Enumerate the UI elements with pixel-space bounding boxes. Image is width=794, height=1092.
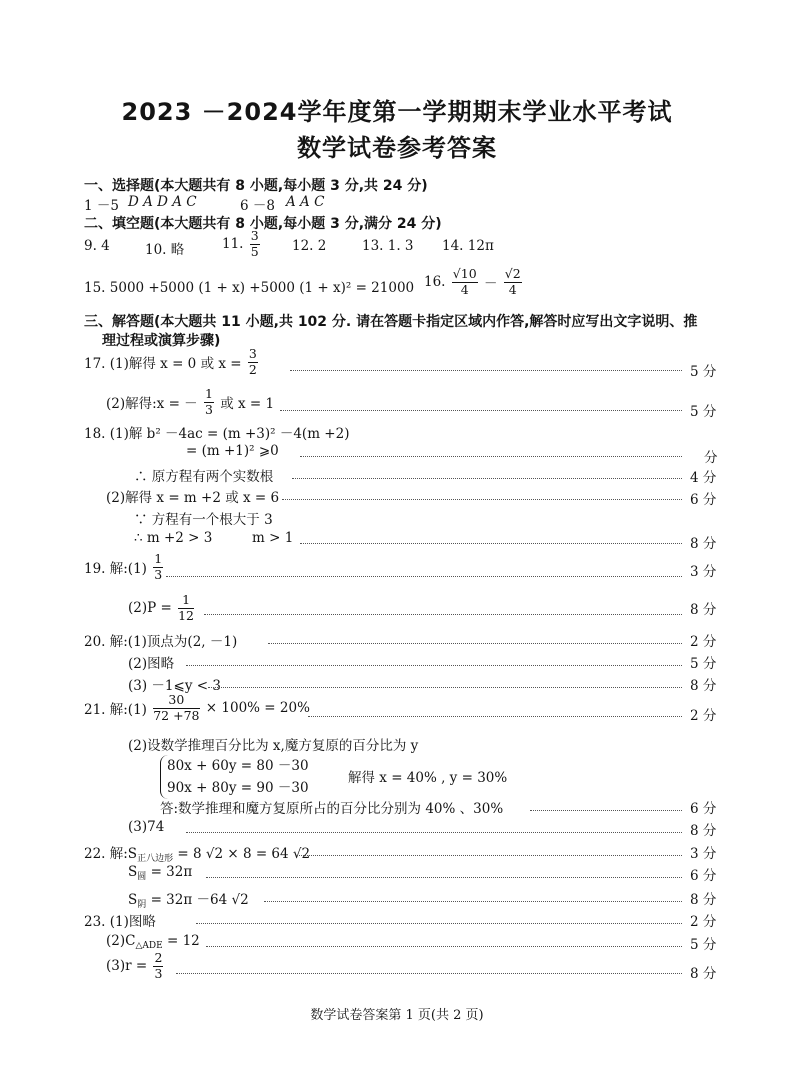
q22-leader-1 xyxy=(296,855,682,856)
q22-score-1: 3 分 xyxy=(690,846,717,862)
q6-8-answers: A A C xyxy=(286,194,325,210)
q21-score-3: 8 分 xyxy=(690,823,717,839)
q22-score-3: 8 分 xyxy=(690,892,717,908)
q16-num-1: √10 xyxy=(452,266,477,281)
answer-q11 xyxy=(222,230,262,258)
q21-line-2: (2)设数学推理百分比为 x,魔方复原的百分比为 y xyxy=(128,738,419,754)
q18-line-1: 18. (1)解 b² －4ac = (m +3)² －4(m +2) xyxy=(84,426,350,442)
q23-text-3: (3)r = xyxy=(106,958,148,974)
q22-leader-2 xyxy=(206,877,682,878)
q18-line-5: ∵ 方程有一个根大于 3 xyxy=(134,512,273,528)
q20-score-3: 8 分 xyxy=(690,678,717,694)
q22-text-3a: S xyxy=(128,892,138,908)
q18-leader-3 xyxy=(292,478,682,479)
q19-fraction-2 xyxy=(178,594,194,622)
q22-line-2 xyxy=(128,864,192,882)
q18-line-3: ∴ 原方程有两个实数根 xyxy=(134,469,274,485)
q23-leader-2 xyxy=(206,946,682,947)
q19-leader-1 xyxy=(166,576,682,577)
q21-solve: 解得 x = 40% , y = 30% xyxy=(348,770,508,786)
q22-line-3 xyxy=(128,888,249,910)
q11-label: 11. xyxy=(222,236,244,252)
q19-fraction-1 xyxy=(153,553,163,581)
answer-q13: 13. 1. 3 xyxy=(362,238,414,254)
q23-den: 3 xyxy=(154,965,163,981)
q21-score-ans: 6 分 xyxy=(690,801,717,817)
q17-text-2b: 或 x = 1 xyxy=(220,396,275,412)
q21-line-3: (3)74 xyxy=(128,819,165,835)
q23-fraction xyxy=(153,952,163,980)
q18-score-6: 8 分 xyxy=(690,536,717,552)
section-3-header: 三、解答题(本大题共 11 小题,共 102 分. 请在答题卡指定区域内作答,解答时应写出文字说明、推 xyxy=(84,314,698,330)
q11-num: 3 xyxy=(250,228,259,243)
q21-leader-ans xyxy=(530,810,682,811)
q17-den-2: 3 xyxy=(204,401,213,417)
q20-score-2: 5 分 xyxy=(690,656,717,672)
q19-den-2: 12 xyxy=(178,607,195,623)
q17-num-2: 1 xyxy=(204,386,213,401)
section-1-header: 一、选择题(本大题共有 8 小题,每小题 3 分,共 24 分) xyxy=(84,178,428,194)
q22-line-1 xyxy=(84,842,310,864)
q18-line-2: = (m +1)² ⩾0 xyxy=(186,443,279,459)
q22-text-2a: S xyxy=(128,864,138,880)
q19-num-2: 1 xyxy=(178,594,194,609)
q22-text-3b: = 32π －64 √2 xyxy=(150,892,249,908)
section-2-header: 二、填空题(本大题共有 8 小题,每小题 3 分,满分 24 分) xyxy=(84,216,442,232)
q11-den: 5 xyxy=(250,243,259,259)
q17-den-1: 2 xyxy=(248,361,257,377)
q17-fraction-2 xyxy=(204,388,214,416)
q18-score-4: 6 分 xyxy=(690,492,717,508)
answer-q10: 10. 略 xyxy=(145,242,185,258)
q21-text-1-tail: × 100% = 20% xyxy=(205,700,310,716)
q21-system xyxy=(160,755,309,799)
q18-line-4: (2)解得 x = m +2 或 x = 6 xyxy=(106,490,280,506)
q21-equation-system xyxy=(160,755,309,799)
q21-text-1: 21. 解:(1) xyxy=(84,702,147,718)
q17-leader-1 xyxy=(290,370,682,371)
q23-score-3: 8 分 xyxy=(690,966,717,982)
q23-score-1: 2 分 xyxy=(690,914,717,930)
q20-line-3: (3) －1⩽y < 3 xyxy=(128,678,221,694)
q18-score-2: 分 xyxy=(704,450,718,466)
q6-8-range: 6 －8 xyxy=(240,198,275,214)
q16-den-2: 4 xyxy=(508,281,517,297)
q21-leader-1 xyxy=(308,716,682,717)
q18-line-6a: ∴ m +2 > 3 xyxy=(134,530,213,546)
q17-text-1: 17. (1)解得 x = 0 或 x = xyxy=(84,356,242,372)
q19-text-2: (2)P = xyxy=(128,600,172,616)
q23-line-3 xyxy=(106,952,165,980)
q23-line-2 xyxy=(106,933,200,951)
q20-score-1: 2 分 xyxy=(690,634,717,650)
q16-fraction-1 xyxy=(452,268,478,296)
q22-text-1b: = 8 √2 × 8 = 64 √2 xyxy=(177,846,311,862)
q23-leader-3 xyxy=(176,973,682,974)
q21-eq-2: 90x + 80y = 90 －30 xyxy=(167,780,309,796)
q18-leader-6 xyxy=(300,543,682,544)
answer-q15: 15. 5000 +5000 (1 + x) +5000 (1 + x)² = 21000 xyxy=(84,280,415,296)
answer-q14: 14. 12π xyxy=(442,238,494,254)
q17-fraction-1 xyxy=(248,348,258,376)
q22-sub-1: 正八边形 xyxy=(137,854,174,864)
q20-leader-3 xyxy=(208,687,682,688)
q19-den-1: 3 xyxy=(154,566,163,582)
q21-answer: 答:数学推理和魔方复原所占的百分比分别为 40% 、30% xyxy=(160,801,504,817)
q19-line-1 xyxy=(84,553,165,581)
q20-leader-2 xyxy=(186,665,682,666)
q21-num: 30 xyxy=(153,694,199,709)
q17-score-1: 5 分 xyxy=(690,364,717,380)
q16-label: 16. xyxy=(424,274,446,290)
q23-sub-2: △ADE xyxy=(135,941,163,951)
q20-leader-1 xyxy=(268,643,682,644)
q19-score-1: 3 分 xyxy=(690,564,717,580)
q20-line-2: (2)图略 xyxy=(128,656,175,672)
q17-line-1 xyxy=(84,348,260,376)
q21-den: 72 +78 xyxy=(153,707,200,723)
answer-q9: 9. 4 xyxy=(84,238,110,254)
q23-line-1: 23. (1)图略 xyxy=(84,914,156,930)
q23-leader-1 xyxy=(196,923,682,924)
q17-score-2: 5 分 xyxy=(690,404,717,420)
q21-fraction xyxy=(153,694,199,722)
q23-score-2: 5 分 xyxy=(690,937,717,953)
section-3-header-cont: 理过程或演算步骤) xyxy=(102,333,221,349)
q22-score-2: 6 分 xyxy=(690,868,717,884)
q21-leader-3 xyxy=(186,832,682,833)
q1-5-range: 1 －5 xyxy=(84,198,119,214)
q18-leader-4 xyxy=(282,499,682,500)
q23-text-2b: = 12 xyxy=(166,933,200,949)
q21-line-1 xyxy=(84,694,310,722)
q17-text-2a: (2)解得:x = － xyxy=(106,396,198,412)
q22-sub-2: 圆 xyxy=(137,872,147,882)
q22-text-2b: = 32π xyxy=(150,864,193,880)
q11-fraction xyxy=(250,230,260,258)
q20-line-1: 20. 解:(1)顶点为(2, －1) xyxy=(84,634,238,650)
q23-num: 2 xyxy=(154,950,163,965)
q22-leader-3 xyxy=(264,901,682,902)
q17-num-1: 3 xyxy=(248,346,257,361)
q1-5-answers: D A D A C xyxy=(128,194,197,210)
q21-eq-1: 80x + 60y = 80 －30 xyxy=(167,758,309,774)
q23-text-2a: (2)C xyxy=(106,933,136,949)
answer-q12: 12. 2 xyxy=(292,238,327,254)
q16-fraction-2 xyxy=(504,268,522,296)
title-line-1: 2023 －2024学年度第一学期期末学业水平考试 xyxy=(121,98,673,126)
q19-leader-2 xyxy=(204,614,682,615)
q16-minus: － xyxy=(483,276,498,292)
q18-line-6b: m > 1 xyxy=(252,530,294,546)
title-line-2: 数学试卷参考答案 xyxy=(297,134,497,162)
q16-num-2: √2 xyxy=(504,266,521,281)
page-footer: 数学试卷答案第 1 页(共 2 页) xyxy=(310,1008,484,1023)
q16-den-1: 4 xyxy=(460,281,469,297)
q18-leader-2 xyxy=(300,456,682,457)
q22-sub-3: 阴 xyxy=(137,900,147,910)
q19-num-1: 1 xyxy=(154,551,163,566)
q19-text-1: 19. 解:(1) xyxy=(84,561,147,577)
answer-q16 xyxy=(424,268,524,296)
q17-line-2 xyxy=(106,388,274,416)
q18-score-3: 4 分 xyxy=(690,470,717,486)
q19-score-2: 8 分 xyxy=(690,602,717,618)
q21-score-1: 2 分 xyxy=(690,708,717,724)
q22-text-1a: 22. 解:S xyxy=(84,846,138,862)
q17-leader-2 xyxy=(280,410,682,411)
q19-line-2 xyxy=(128,594,196,622)
